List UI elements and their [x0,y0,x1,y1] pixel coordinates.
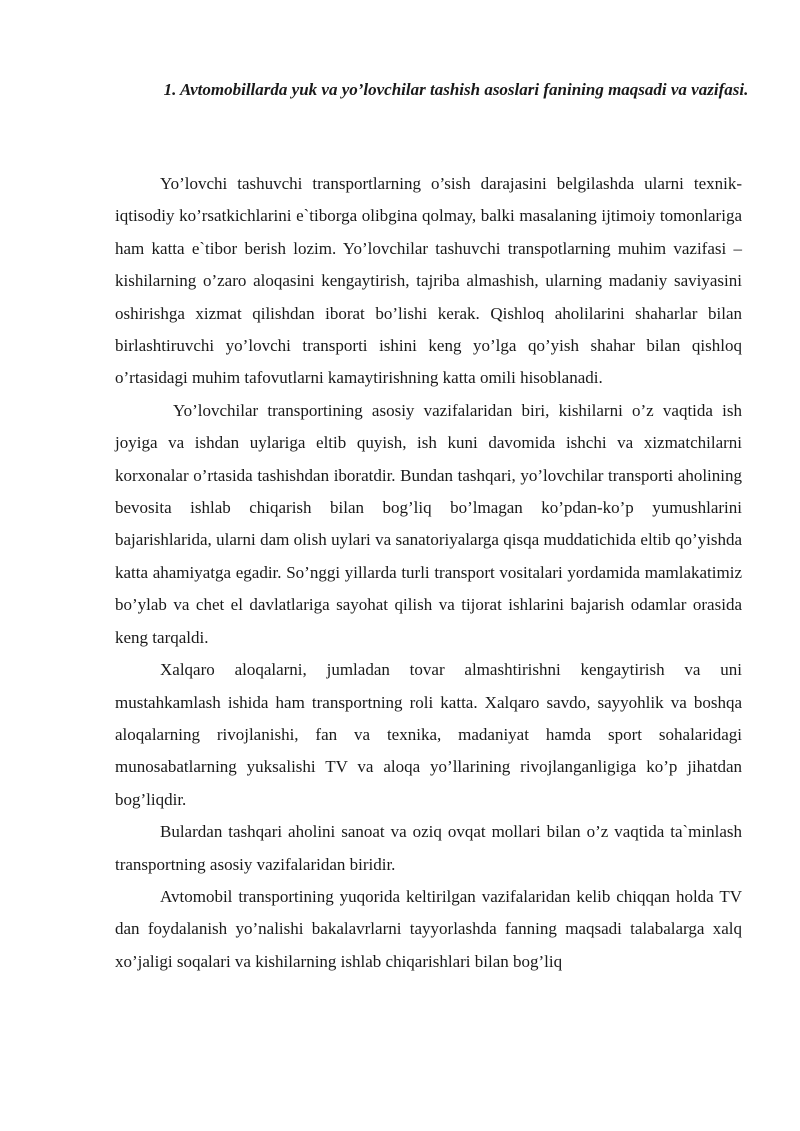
document-title: 1. Avtomobillarda yuk va yo’lovchilar tashish asoslari fanining maqsadi va vazifasi. [163,80,749,99]
paragraph-5: Avtomobil transportining yuqorida keltirilgan vazifalaridan kelib chiqqan holda TV dan foydalanish yo’nalishi bakalavrlarni tayyorlashda fanning maqsadi talabalarga xalq xo’jaligi soqalari va kishilarning ishlab chiqarishlari bilan bog’liq [115,886,742,971]
paragraph-2: Yo’lovchilar transportining asosiy vazifalaridan biri, kishilarni o’z vaqtida ish joyiga va ishdan uylariga eltib quyish, ish kuni davomida ishchi va xizmatchilarni korxonalar o’rtasida tashishdan iboratdir. Bundan tashqari, yo’lovchilar transporti aholining bevosita ishlab chiqarish bilan bog’liq bo’lmagan ko’pdan-ko’p yumushlarini bajarishlarida, ularni dam olish uylari va sanatoriyalarga qisqa muddatichida eltib qo’yishda katta ahamiyatga egadir. So’nggi yillarda turli transport vositalari yordamida mamlakatimiz bo’ylab va chet el davlatlariga sayohat qilish va tijorat ishlarini bajarish odamlar orasida keng tarqaldi. [115,400,742,647]
paragraph-4: Bulardan tashqari aholini sanoat va oziq ovqat mollari bilan o’z vaqtida ta`minlash transportning asosiy vazifalaridan biridir. [115,822,742,874]
document-body [115,168,742,978]
paragraph-3: Xalqaro aloqalarni, jumladan tovar almashtirishni kengaytirish va uni mustahkamlash ishida ham transportning roli katta. Xalqaro savdo, sayyohlik va boshqa aloqalarning rivojlanishi, fan va texnika, madaniyat hamda sport sohalaridagi munosabatlarning yuksalishi TV va aloqa yo’llarining rivojlanganligiga ko’p jihatdan bog’liqdir. [115,660,742,809]
paragraph-1: Yo’lovchi tashuvchi transportlarning o’sish darajasini belgilashda ularni texnik-iqtisodiy ko’rsatkichlarini e`tiborga olibgina qolmay, balki masalaning ijtimoiy tomonlariga ham katta e`tibor berish lozim. Yo’lovchilar tashuvchi transpotlarning muhim vazifasi – kishilarning o’zaro aloqasini kengaytirish, tajriba almashish, ularning madaniy saviyasini oshirishga xizmat qilishdan iborat bo’lishi kerak. Qishloq aholilarini shaharlar bilan birlashtiruvchi yo’lovchi transporti ishini keng yo’lga qo’yish shahar bilan qishloq o’rtasidagi muhim tafovutlarni kamaytirishning katta omili hisoblanadi. [115,174,742,388]
